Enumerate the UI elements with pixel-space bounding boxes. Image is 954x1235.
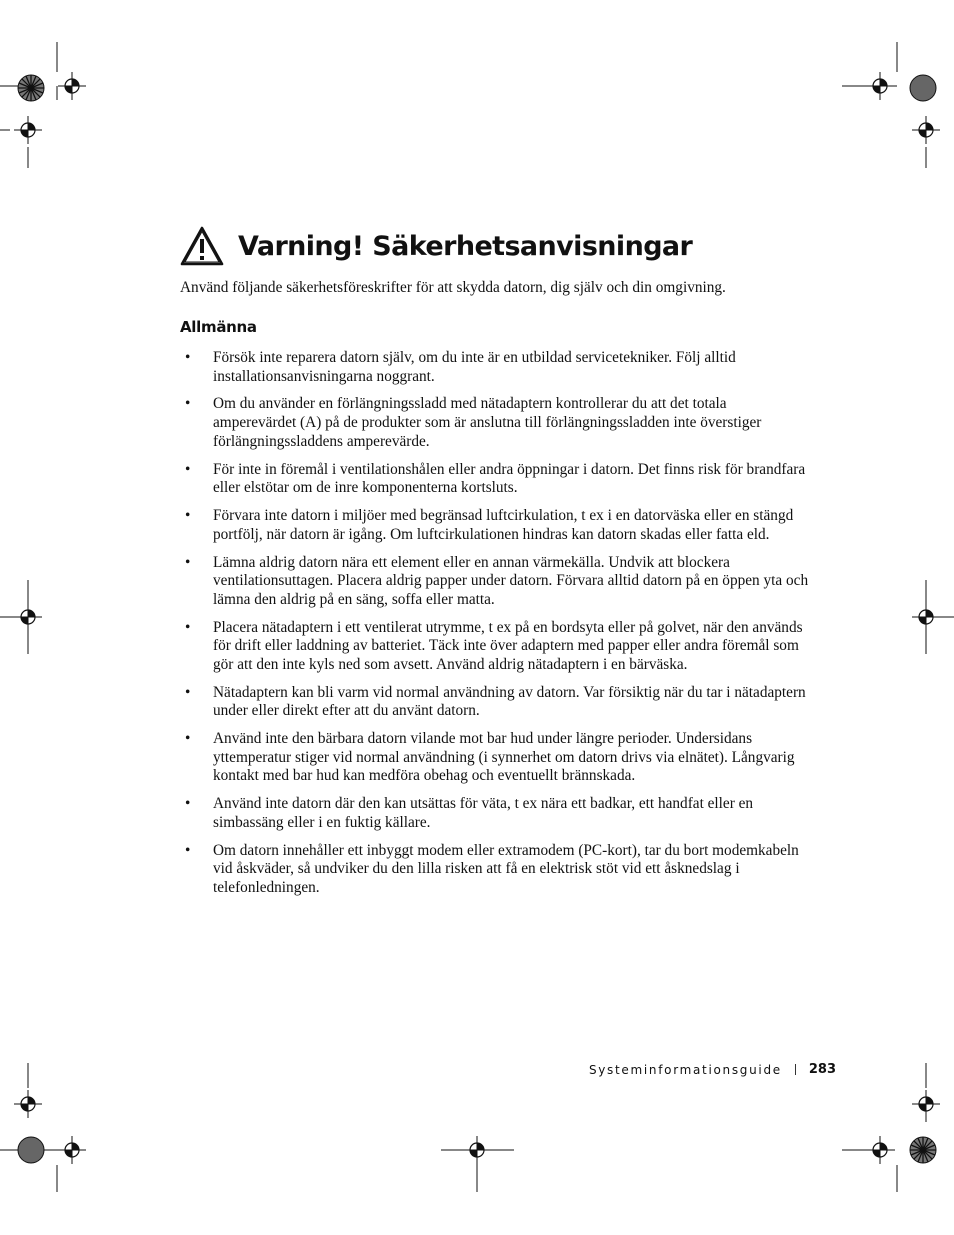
registration-crosshair-icon	[912, 603, 940, 631]
list-item	[180, 507, 810, 544]
star-target-icon	[18, 75, 44, 101]
star-target-icon	[910, 1137, 936, 1163]
bullet: •	[185, 841, 191, 859]
bullet: •	[185, 349, 191, 366]
registration-crosshair-icon	[58, 1136, 86, 1164]
registration-crosshair-icon	[14, 116, 42, 144]
list-item	[180, 795, 810, 832]
registration-crosshair-icon	[866, 72, 894, 100]
bullet: •	[185, 460, 191, 478]
safety-rules-list	[180, 349, 810, 907]
list-item-text: Om du använder en förlängningssladd med nätadaptern kontrollerar du att det totala amperevärdet (A) på de produkter som är anslutna till förlängningssladden inte överstiger förlängningssladdens amperevärde.	[213, 395, 762, 450]
list-item	[180, 395, 810, 451]
section-heading: Allmänna	[180, 318, 257, 336]
list-item	[180, 554, 810, 610]
registration-crosshair-icon	[14, 603, 42, 631]
list-item	[180, 730, 810, 786]
list-item-text: Nätadaptern kan bli varm vid normal användning av datorn. Var försiktig när du tar i nätadaptern under eller direkt efter att du använt datorn.	[213, 683, 806, 720]
star-target-icon	[18, 1137, 44, 1163]
bullet: •	[185, 730, 191, 748]
list-item	[180, 619, 810, 675]
list-item	[180, 684, 810, 721]
list-item-text: Förvara inte datorn i miljöer med begränsad luftcirkulation, t ex i en datorväska eller en stängd portfölj, när datorn är igång. Om luftcirkulationen hindras kan datorn skadas eller fatta eld.	[213, 507, 794, 543]
intro-paragraph: Använd följande säkerhetsföreskrifter för att skydda datorn, dig själv och din omgivning.	[180, 279, 726, 296]
list-item-text: För inte in föremål i ventilationshålen eller andra öppningar i datorn. Det finns risk för brandfara eller elstötar om de inre komponenterna kortsluts.	[213, 460, 806, 497]
list-item-text: Använd inte den bärbara datorn vilande mot bar hud under längre perioder. Undersidans yttemperatur stiger vid normal användning (i synnerhet om datorn drivs via elnätet). Långvarig kontakt med bar hud kan medföra obehag och eventuellt brännskada.	[213, 730, 795, 785]
page-number: 283	[808, 1062, 836, 1077]
list-item	[180, 842, 810, 898]
bullet: •	[185, 795, 191, 813]
star-target-icon	[910, 75, 936, 101]
bullet: •	[185, 683, 191, 701]
bullet: •	[185, 618, 191, 636]
registration-crosshair-icon	[58, 72, 86, 100]
list-item-text: Placera nätadaptern i ett ventilerat utrymme, t ex på en bordsyta eller på golvet, när den används för drift eller laddning av batteriet. Täck inte över adaptern med papper eller andra föremål som gör att den inte kyls ned som avsett. Använd aldrig nätadaptern i en bärväska.	[213, 618, 803, 673]
title-row	[180, 226, 692, 266]
registration-crosshair-icon	[912, 1090, 940, 1118]
registration-crosshair-icon	[14, 1090, 42, 1118]
footer-guide-name: Systeminformationsguide	[588, 1062, 782, 1077]
registration-crosshair-icon	[866, 1136, 894, 1164]
page-footer	[589, 1062, 836, 1077]
list-item-text: Om datorn innehåller ett inbyggt modem eller extramodem (PC-kort), tar du bort modemkabeln vid åskväder, så undviker du den lilla risken att få en elektrisk stöt vid ett åsknedslag i telefonledningen.	[213, 841, 799, 896]
page-title: Varning! Säkerhetsanvisningar	[238, 230, 693, 262]
list-item-text: Försök inte reparera datorn själv, om du inte är en utbildad servicetekniker. Följ alltid installationsanvisningarna noggrant.	[213, 349, 736, 385]
bullet: •	[185, 553, 191, 571]
registration-crosshair-icon	[912, 116, 940, 144]
list-item-text: Använd inte datorn där den kan utsättas för väta, t ex nära ett badkar, ett handfat eller en simbassäng eller i en fuktig källare.	[213, 795, 754, 831]
registration-crosshair-icon	[463, 1136, 491, 1164]
warning-triangle-icon	[180, 226, 224, 266]
list-item	[180, 349, 810, 386]
list-item	[180, 461, 810, 498]
footer-divider	[795, 1064, 796, 1075]
list-item-text: Lämna aldrig datorn nära ett element eller en annan värmekälla. Undvik att blockera ventilationsuttagen. Placera aldrig papper under datorn. Förvara alltid datorn på en öppen yta och lämna den aldrig på en säng, soffa eller matta.	[213, 553, 809, 608]
bullet: •	[185, 395, 191, 413]
bullet: •	[185, 507, 191, 525]
